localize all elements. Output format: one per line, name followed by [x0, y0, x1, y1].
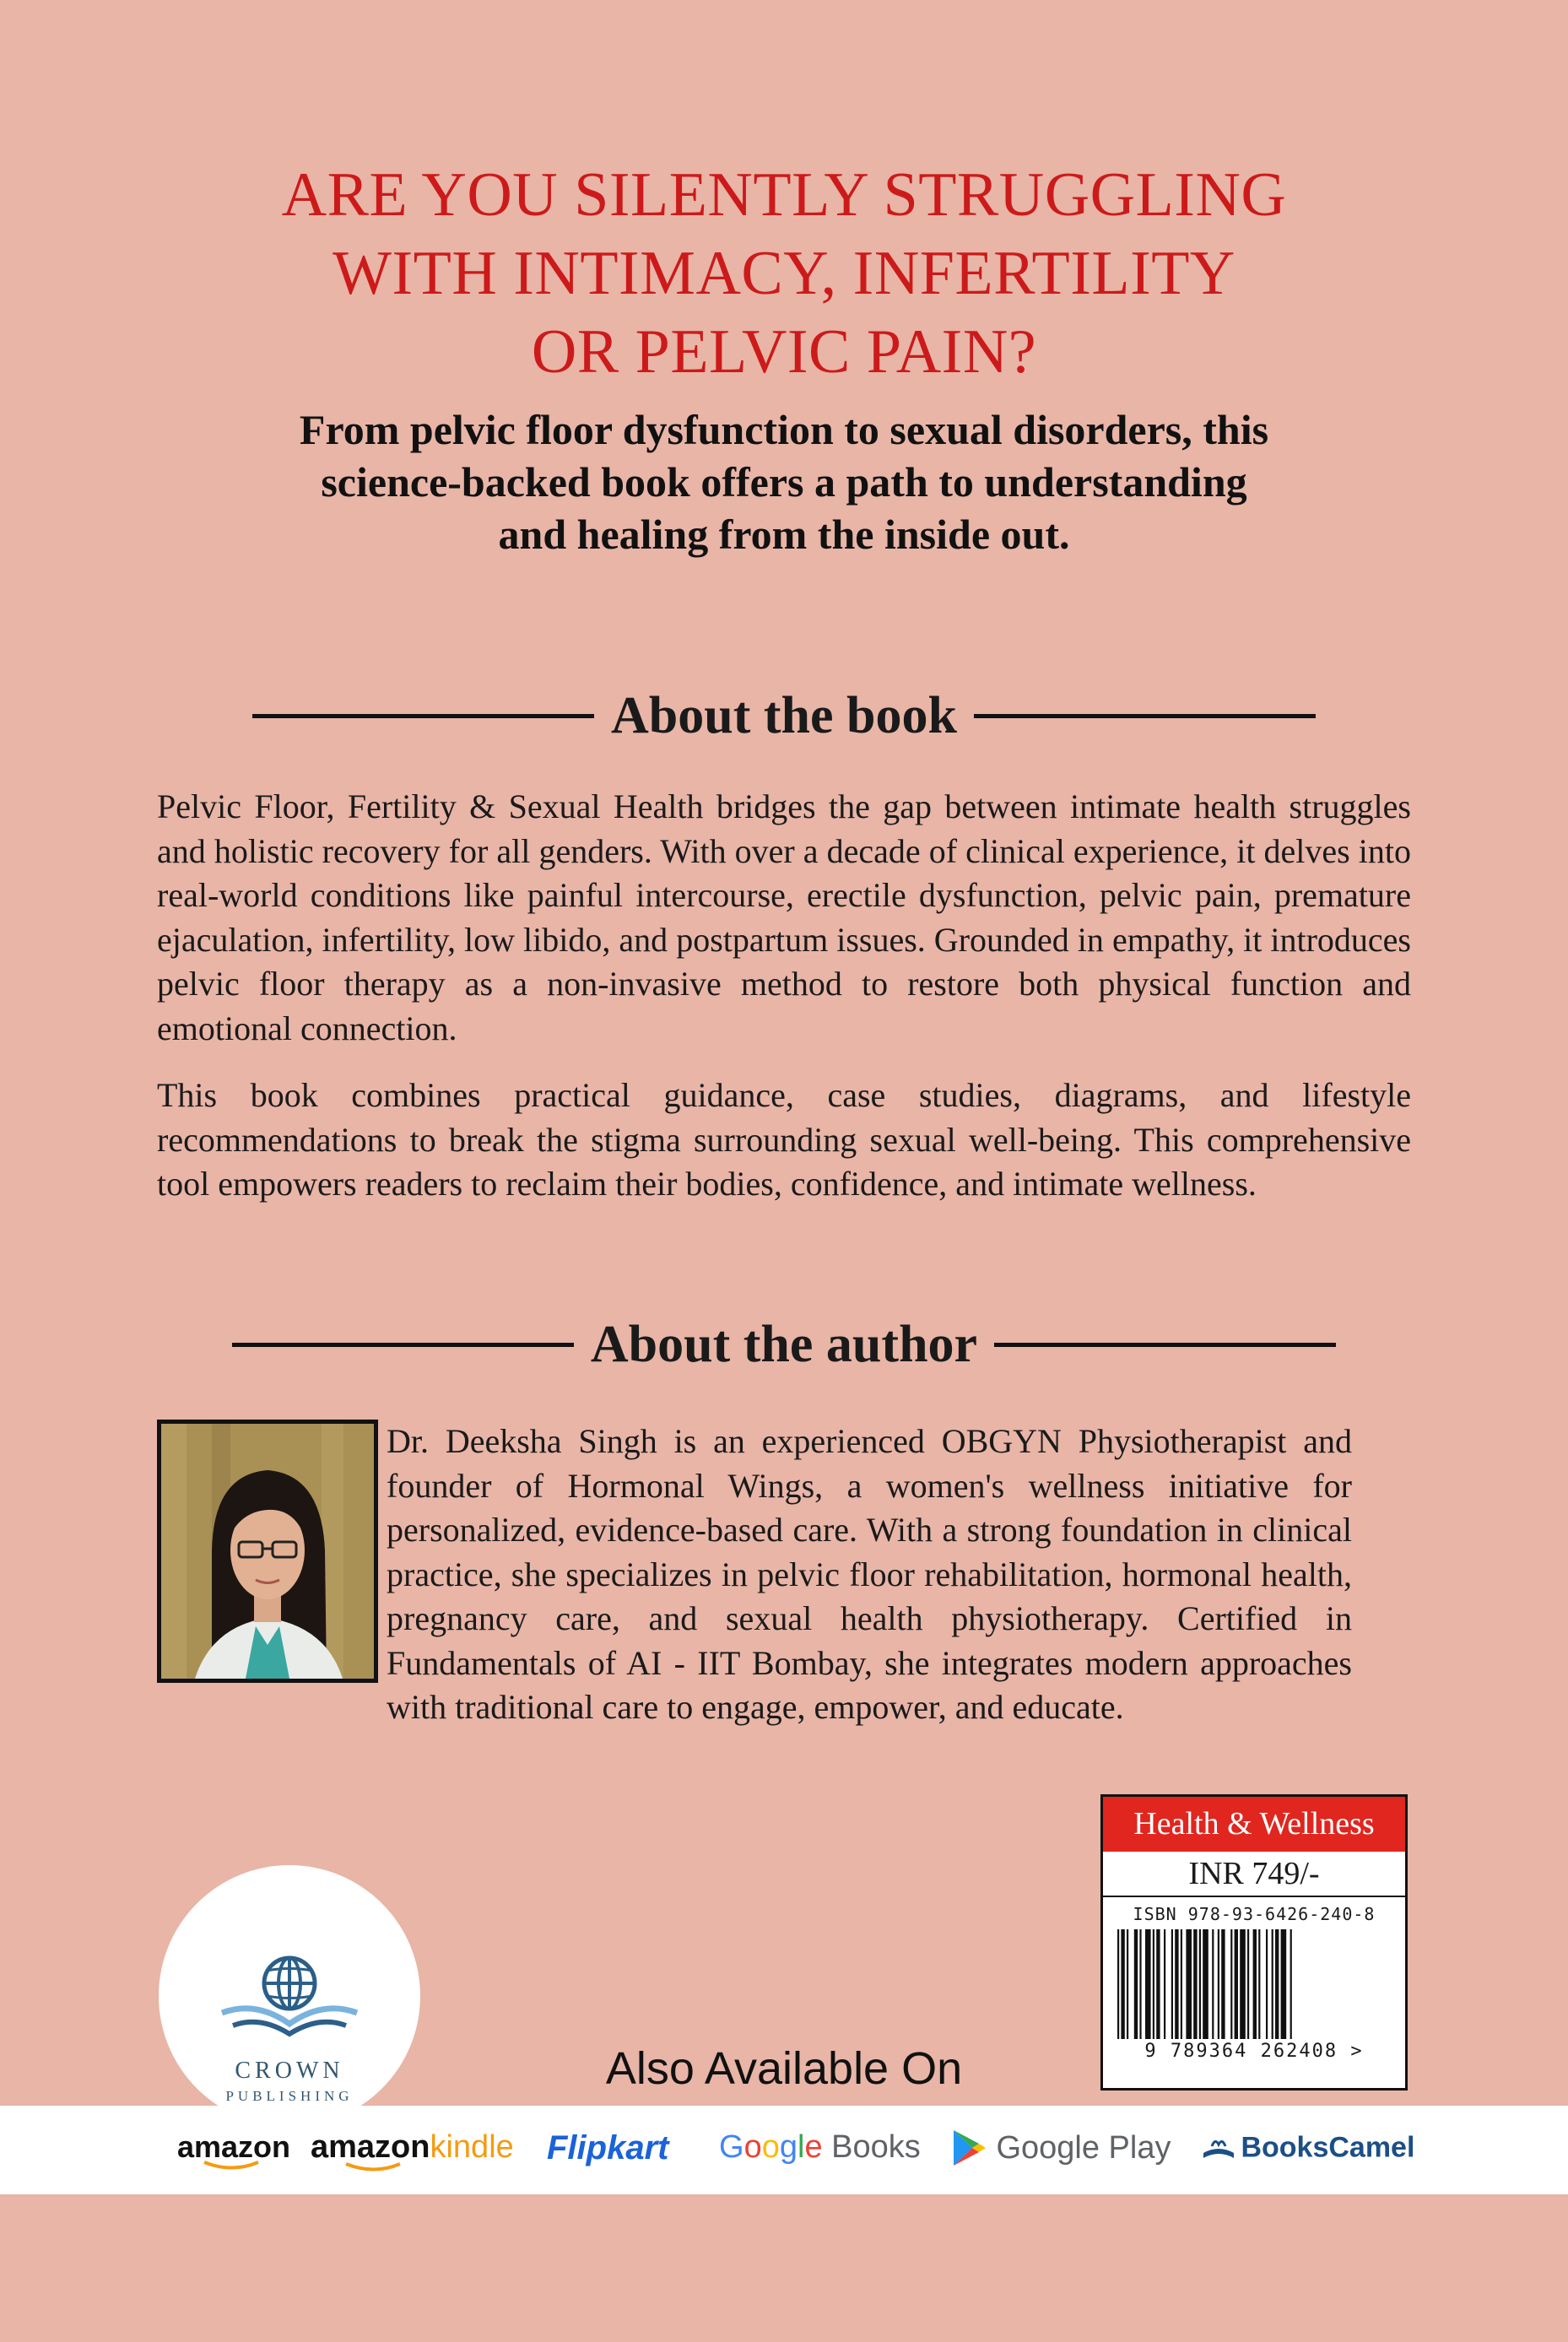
google-letter: o — [761, 2129, 780, 2165]
author-bio — [157, 1420, 1352, 1730]
heading-rule-right — [994, 1343, 1336, 1347]
google-books-logo[interactable] — [719, 2129, 921, 2166]
price-label: INR 749/- — [1103, 1852, 1405, 1897]
google-letter: o — [743, 2129, 762, 2165]
about-author-heading-label: About the author — [590, 1315, 978, 1373]
barcode-bar — [1203, 1929, 1208, 2039]
barcode-bar — [1199, 1929, 1201, 2039]
heading-rule-left — [252, 714, 594, 718]
heading-rule-right — [974, 714, 1316, 718]
google-letter: g — [779, 2129, 798, 2165]
headline — [0, 156, 1568, 392]
about-book-heading — [0, 682, 1568, 749]
amazon-wordmark: amazon — [177, 2129, 291, 2164]
barcode-bar — [1212, 1929, 1214, 2039]
barcode-bar — [1193, 1929, 1197, 2039]
amazon-kindle-wordmark-b: kindle — [430, 2129, 514, 2165]
category-label: Health & Wellness — [1103, 1797, 1405, 1852]
photo-spacer — [157, 1420, 387, 1690]
barcode-bar — [1221, 1929, 1225, 2039]
headline-line-1: ARE YOU SILENTLY STRUGGLING — [281, 160, 1287, 230]
about-book-text — [157, 785, 1411, 1207]
author-bio-text: Dr. Deeksha Singh is an experienced OBGYN Physiotherapist and founder of Hormonal Wings, a women's wellness initiative for personalized, evidence-based care. With a strong foundation in clinical practice, she specializes in pelvic floor rehabilitation, hormonal health, pregnancy care, and sexual health physiotherapy. Certified in Fundamentals of AI - IIT Bombay, she integrates modern approaches with traditional care to engage, empower, and educate. — [387, 1422, 1352, 1726]
bookscamel-logo[interactable] — [1200, 2131, 1414, 2165]
store-logos-bar — [0, 2106, 1568, 2194]
heading-rule-left — [232, 1343, 574, 1347]
about-book-heading-label: About the book — [611, 686, 957, 744]
barcode-bar — [1253, 1929, 1257, 2039]
amazon-kindle-wordmark-a: amazon — [311, 2129, 430, 2165]
about-author-heading — [0, 1311, 1568, 1378]
amazon-smile-icon — [203, 2160, 262, 2173]
barcode-bar — [1121, 1929, 1124, 2039]
barcode-bar — [1258, 1929, 1260, 2039]
google-letter: l — [797, 2129, 805, 2165]
isbn-label: ISBN 978-93-6426-240-8 — [1133, 1904, 1376, 1924]
subheadline-line-2: science-backed book offers a path to understanding — [321, 458, 1247, 506]
barcode-bar — [1127, 1929, 1128, 2039]
barcode-bar — [1275, 1929, 1279, 2039]
google-wordmark — [719, 2129, 823, 2165]
google-letter: G — [719, 2129, 744, 2165]
google-play-icon — [950, 2128, 987, 2168]
barcode — [1111, 1929, 1398, 2039]
barcode-bar — [1281, 1929, 1287, 2039]
subheadline — [0, 403, 1568, 560]
publisher-subtitle: PUBLISHING — [225, 2088, 354, 2104]
books-wordmark: Books — [831, 2129, 921, 2165]
globe-book-icon — [159, 1865, 420, 2059]
barcode-bar — [1218, 1929, 1219, 2039]
barcode-bar — [1272, 1929, 1273, 2039]
barcode-number: 9 789364 262408 > — [1144, 2041, 1364, 2062]
google-play-wordmark: Google Play — [996, 2129, 1171, 2166]
flipkart-logo[interactable]: Flipkart — [547, 2129, 669, 2166]
kindle-smile-icon — [344, 2161, 403, 2175]
barcode-bar — [1230, 1929, 1232, 2039]
barcode-bar — [1186, 1929, 1192, 2039]
barcode-bar — [1247, 1929, 1249, 2039]
barcode-bar — [1235, 1929, 1238, 2039]
publisher-name: CROWN — [235, 2058, 344, 2084]
subheadline-line-3: and healing from the inside out. — [498, 511, 1070, 558]
about-book-paragraph-2: This book combines practical guidance, case studies, diagrams, and lifestyle recommendations to break the stigma surrounding sexual well-being. This comprehensive tool empowers readers to reclaim their bodies, confidence, and intimate wellness. — [157, 1076, 1411, 1203]
barcode-bar — [1171, 1929, 1173, 2039]
subheadline-line-1: From pelvic floor dysfunction to sexual disorders, this — [299, 406, 1269, 453]
bookscamel-wordmark: BooksCamel — [1241, 2131, 1415, 2164]
barcode-bar — [1266, 1929, 1268, 2039]
headline-line-3: OR PELVIC PAIN? — [531, 317, 1037, 387]
barcode-bar — [1164, 1929, 1165, 2039]
amazon-kindle-logo[interactable] — [311, 2129, 514, 2166]
also-available-label: Also Available On — [605, 2043, 963, 2094]
barcode-bar — [1134, 1929, 1138, 2039]
barcode-bar — [1139, 1929, 1141, 2039]
barcode-bar — [1181, 1929, 1182, 2039]
barcode-bar — [1156, 1929, 1160, 2039]
google-letter: e — [804, 2129, 823, 2165]
google-play-logo[interactable] — [950, 2128, 1171, 2168]
barcode-bar — [1145, 1929, 1151, 2039]
amazon-logo[interactable] — [177, 2129, 290, 2165]
barcode-bar — [1290, 1929, 1292, 2039]
headline-line-2: WITH INTIMACY, INFERTILITY — [333, 239, 1235, 308]
barcode-bar — [1240, 1929, 1246, 2039]
about-book-paragraph-1: Pelvic Floor, Fertility & Sexual Health bridges the gap between intimate health struggles and holistic recovery for all genders. With over a decade of clinical experience, it delves into real-world conditions like painful intercourse, erectile dysfunction, pelvic pain, premature ejaculation, infertility, low libido, and postpartum issues. Grounded in empathy, it introduces pelvic floor therapy as a non-invasive method to restore both physical function and emotional connection. — [157, 787, 1411, 1047]
barcode-bar — [1117, 1929, 1119, 2039]
barcode-bar — [1153, 1929, 1154, 2039]
bookscamel-icon — [1200, 2131, 1237, 2165]
barcode-bar — [1175, 1929, 1178, 2039]
